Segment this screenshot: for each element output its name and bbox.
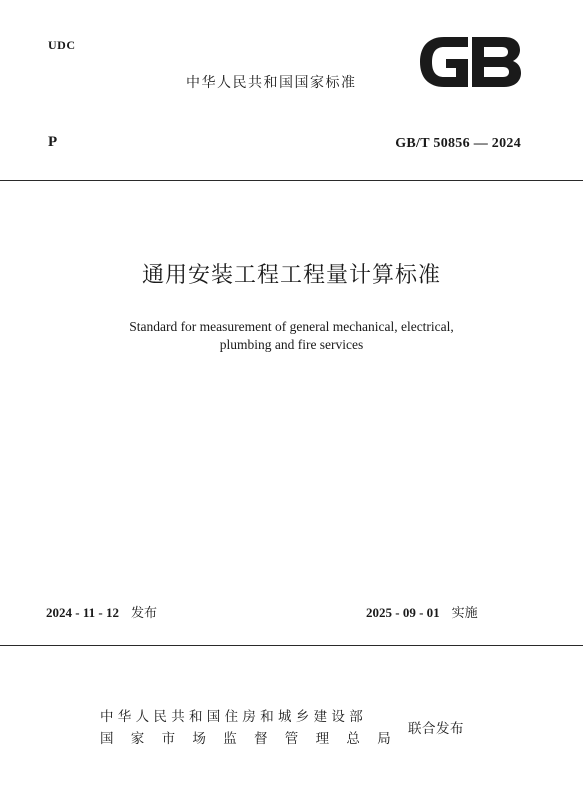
joint-issue-label: 联合发布 (408, 721, 464, 737)
top-divider (0, 180, 583, 181)
bottom-divider (0, 645, 583, 646)
english-title-line-2: plumbing and fire services (219, 337, 364, 352)
issuer-ministry: 中华人民共和国住房和城乡建设部 (100, 709, 367, 725)
implementation-label: 实施 (451, 606, 478, 621)
english-title (60, 318, 523, 354)
implementation-date: 2025 - 09 - 01 (366, 605, 440, 620)
issue-date-block (46, 602, 157, 621)
udc-label: UDC (48, 38, 76, 52)
gb-logo-icon (418, 36, 522, 88)
english-title-line-1: Standard for measurement of general mechanical, electrical, (129, 319, 454, 334)
implementation-date-block (366, 602, 478, 621)
issuer-administration: 国家市场监督管理总局 (100, 731, 408, 747)
classification-code: P (48, 134, 58, 150)
national-standard-label: 中华人民共和国国家标准 (186, 75, 357, 91)
issue-label: 发布 (130, 606, 157, 621)
issue-date: 2024 - 11 - 12 (46, 605, 119, 620)
issuing-authorities (100, 706, 408, 750)
standard-number: GB/T 50856 — 2024 (395, 136, 521, 151)
chinese-title: 通用安装工程工程量计算标准 (141, 263, 441, 288)
